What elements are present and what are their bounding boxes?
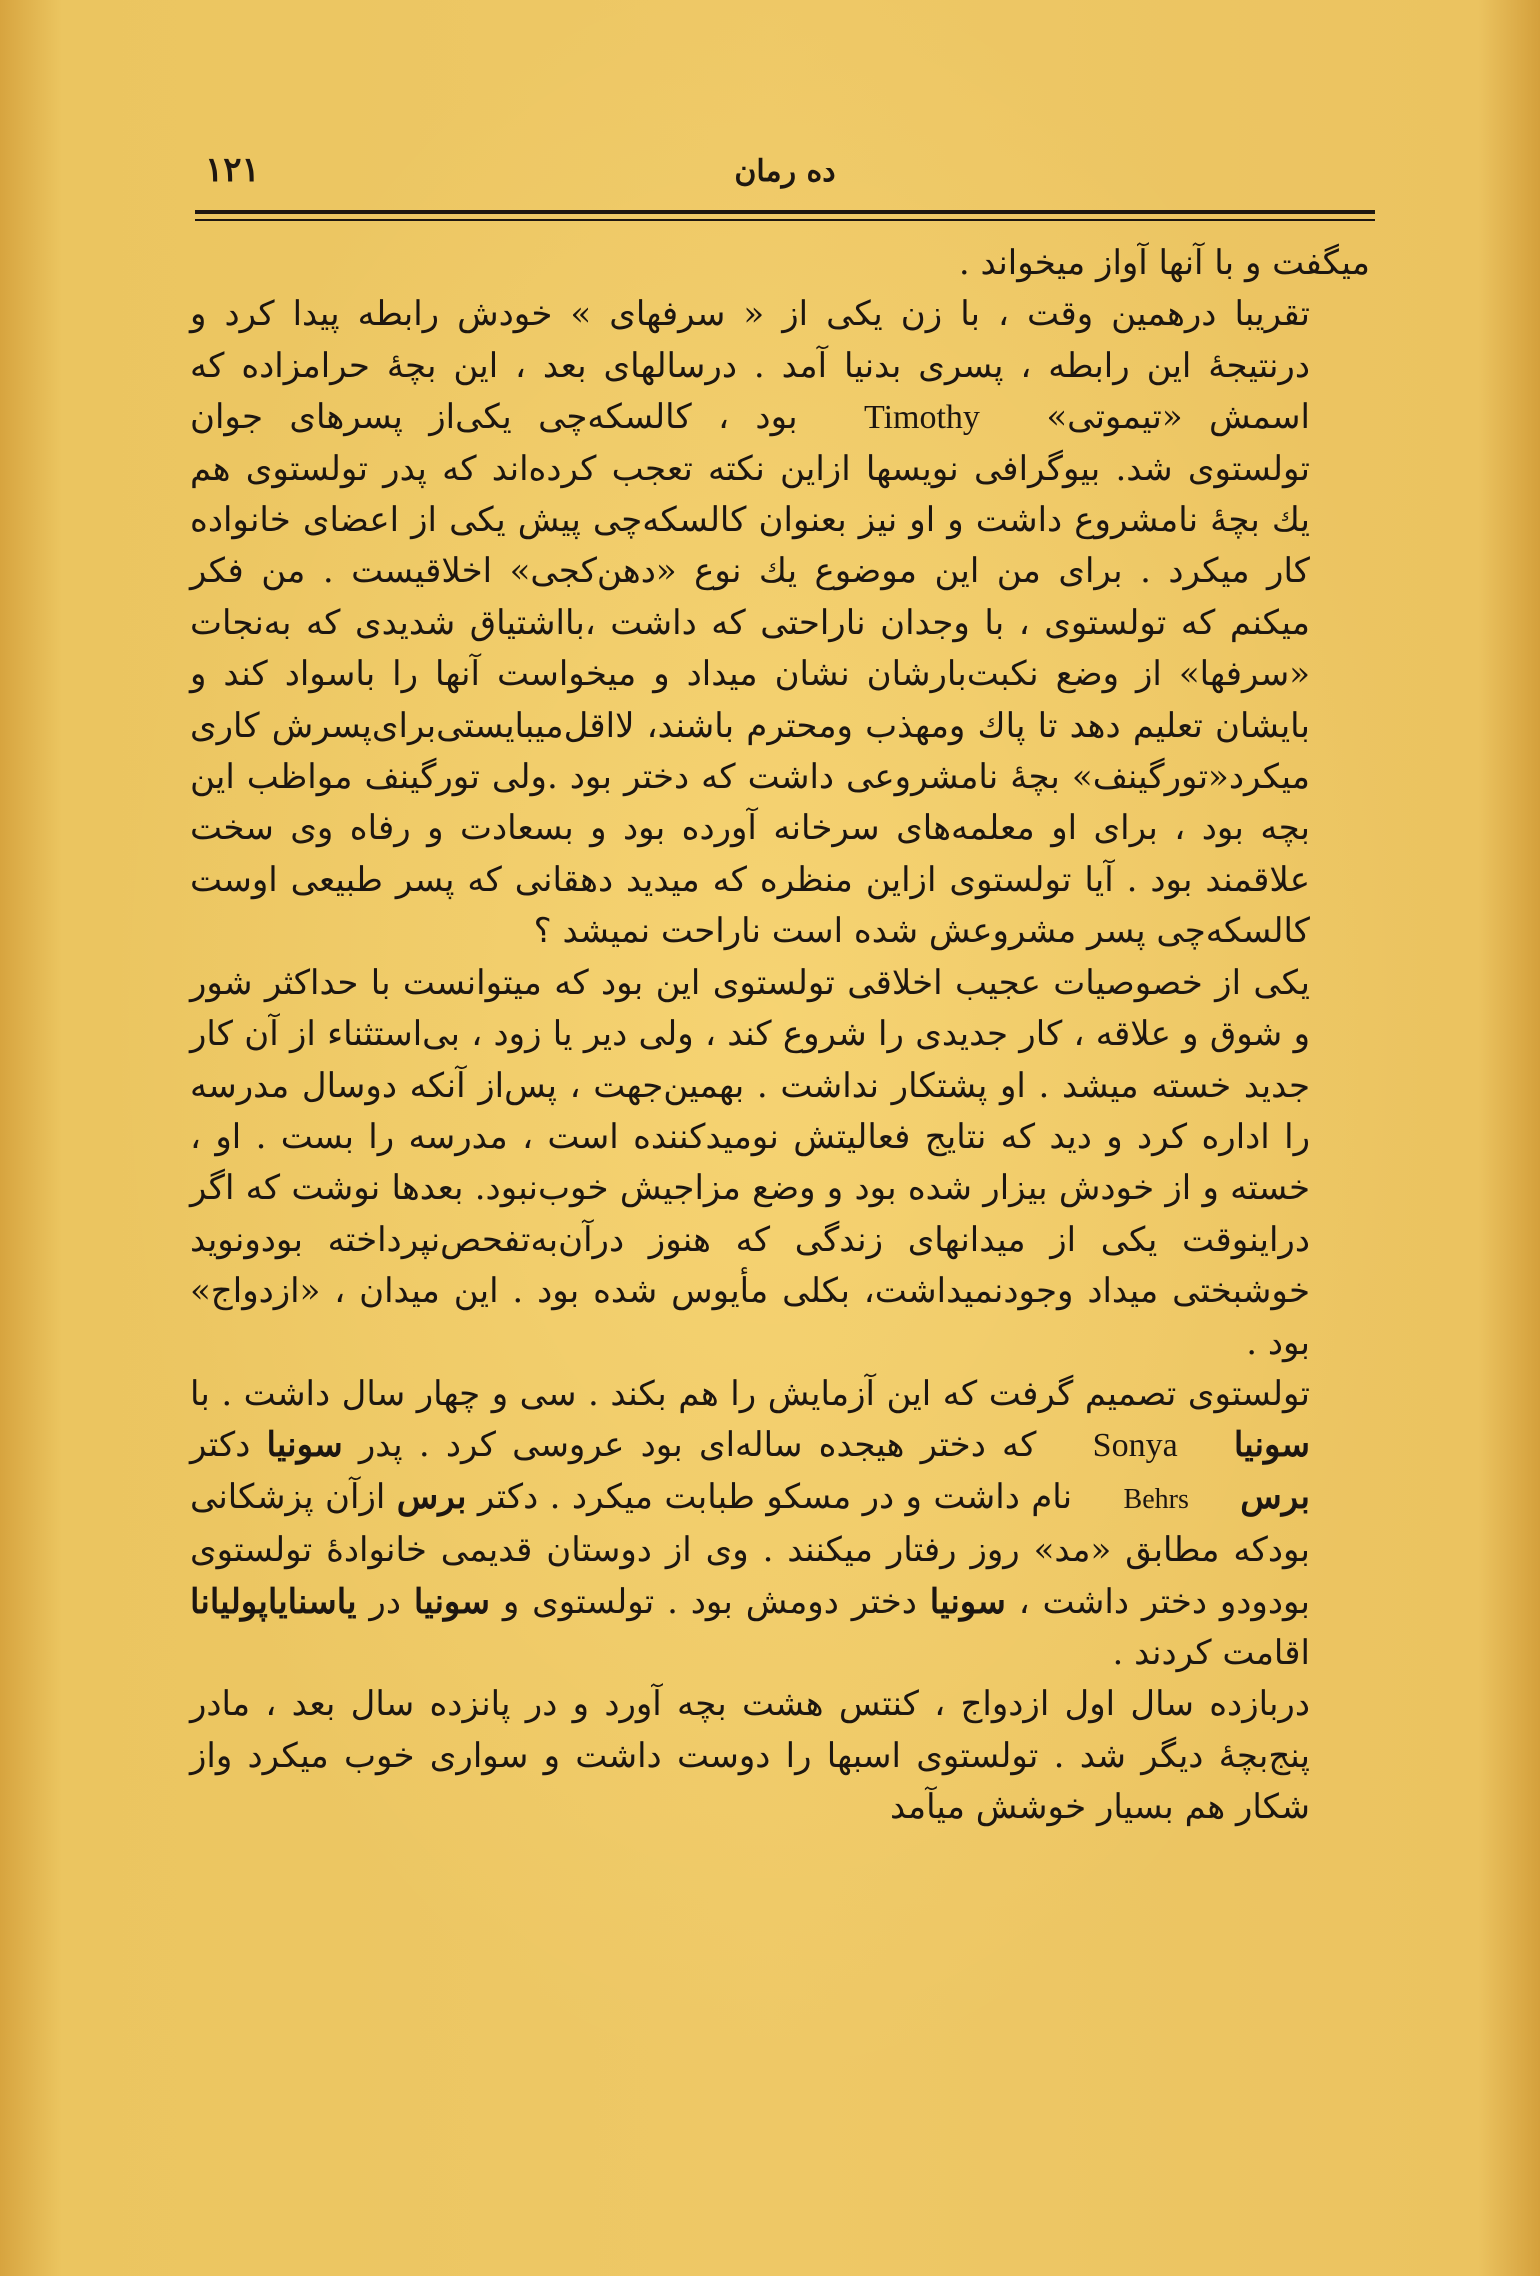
bold-name: سونیا — [413, 1581, 490, 1622]
bold-name: برس — [396, 1476, 467, 1517]
text-run — [1218, 1425, 1234, 1465]
text-run: در — [356, 1581, 414, 1622]
text-run: تقریبا درهمین وقت ، با زن یکی از « سرفهای » خودش رابطه پیدا کرد و درنتیجهٔ این رابطه ، پسری بدنیا آمد . درسالهای بعد ، این بچهٔ حرامزاده که اسمش «تیموتی» — [190, 294, 1310, 438]
paragraph — [190, 958, 1370, 1369]
latin-transliteration: Timothy — [864, 399, 980, 437]
bold-name: یاسنایاپولیانا — [190, 1581, 357, 1622]
bold-name: سونیا — [266, 1425, 343, 1466]
paragraph — [190, 289, 1370, 957]
text-run: که دختر هیجده ساله‌ای بود عروسی کرد . پدر — [342, 1425, 1053, 1466]
text-run: بود ، کالسکه‌چی یکی‌از پسرهای جوان تولستوی شد. بیوگرافی نویسها ازاین نکته تعجب کرده‌اند که پدر تولستوی هم یك بچهٔ نامشروع داشت و او نیز بعنوان کالسکه‌چی پیش یکی از اعضای خانواده کار میکرد . برای من این موضوع یك نوع «دهن‌کجی» اخلاقیست . من فکر میکنم که تولستوی ، با وجدان ناراحتی که داشت ،بااشتیاق شدیدی که به‌نجات «سرفها» از وضع نکبت‌بارشان نشان میداد و میخواست آنها را باسواد کند و بایشان تعلیم دهد تا پاك ومهذب ومحترم باشند، لااقل‌میبایستی‌برای‌پسرش کاری میکرد«تورگینف» بچهٔ نامشروعی داشت که دختر بود .ولی تورگینف مواظب این بچه بود ، برای او معلمه‌های سرخانه آورده بود و بسعادت و رفاه وی سخت علاقمند بود . آیا تولستوی ازاین منظره که میدید دهقانی که پسر طبیعی اوست کالسکه‌چی پسر مشروعش شده است ناراحت نمیشد ؟ — [190, 397, 1310, 952]
bold-name: برس — [1240, 1476, 1310, 1517]
running-title: ده رمان — [734, 154, 836, 189]
header-rule-thick — [195, 210, 1375, 214]
latin-transliteration: Sonya — [1092, 1427, 1178, 1465]
header-rule-thin — [195, 219, 1375, 221]
text-run: دکتر — [190, 1425, 267, 1466]
body-text — [190, 238, 1370, 1834]
bold-name: سونیا — [929, 1581, 1006, 1622]
paragraph — [190, 1679, 1370, 1833]
text-run: دربازده سال اول ازدواج ، کنتس هشت بچه آورد و در پانزده سال بعد ، مادر پنج‌بچهٔ دیگر شد . تولستوی اسبها را دوست داشت و سواری خوب میکرد واز شکار هم بسیار خوشش میآمد — [190, 1684, 1310, 1828]
text-run: یکی از خصوصیات عجیب اخلاقی تولستوی این بود که میتوانست با حداکثر شور و شوق و علاقه ، کار جدیدی را شروع کند ، ولی دیر یا زود ، بی‌استثناء از آن کار جدید خسته میشد . او پشتکار نداشت . بهمین‌جهت ، پس‌از آنکه دوسال مدرسه را اداره کرد و دید که نتایج فعالیتش نومیدکننده است ، مدرسه را بست . او ، خسته و از خودش بیزار شده بود و وضع مزاجیش خوب‌نبود. بعدها نوشت که اگر دراینوقت یکی از میدانهای زندگی که هنوز درآن‌به‌تفحص‌نپرداخته بودونوید خوشبختی میداد وجودنمیداشت، بکلی مأیوس شده بود . این میدان ، «ازدواج» بود . — [190, 962, 1311, 1363]
text-run: نام داشت و در مسکو طبابت میکرد . دکتر — [466, 1476, 1084, 1517]
text-run: ازآن پزشکانی بودکه مطابق «مد» روز رفتار میکنند . وی از دوستان قدیمی خانوادهٔ تولستوی بودودو دختر داشت ، — [190, 1476, 1310, 1622]
text-run: میگفت و با آنها آواز میخواند . — [958, 243, 1370, 283]
paragraph — [190, 1369, 1370, 1679]
page-number: ۱۲۱ — [205, 150, 260, 190]
text-run: تولستوی تصمیم گرفت که این آزمایش را هم بکند . سی و چهار سال داشت . با — [190, 1373, 1310, 1414]
text-run — [1229, 1477, 1240, 1517]
text-run: دختر دومش بود . تولستوی و — [489, 1581, 930, 1622]
page-header — [195, 150, 1375, 200]
latin-transliteration: Behrs — [1123, 1483, 1189, 1515]
bold-name: سونیا — [1233, 1425, 1310, 1466]
paragraph — [190, 238, 1370, 289]
text-run: اقامت کردند . — [1112, 1632, 1310, 1673]
